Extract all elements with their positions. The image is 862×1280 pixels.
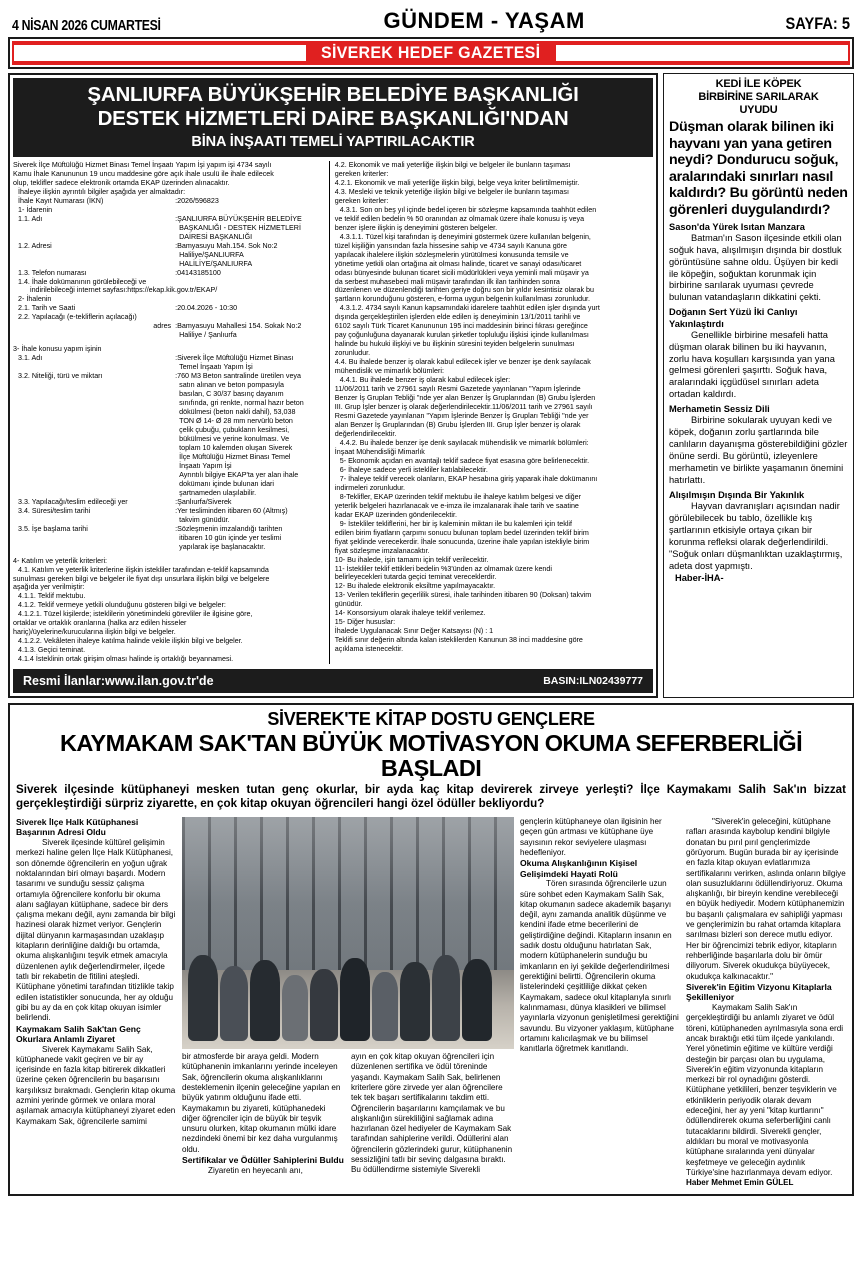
tender-3-4-value — [175, 507, 325, 525]
paper-name: SİVEREK HEDEF GAZETESİ — [321, 43, 541, 62]
tender-1-4-url: indirilebileceği internet sayfası:https://ekap.kik.gov.tr/EKAP/ — [30, 286, 218, 295]
tender-row-2-1 — [13, 304, 325, 313]
photo-person — [400, 962, 430, 1041]
masthead — [8, 4, 854, 34]
bottom-article-column-4 — [520, 817, 680, 1189]
photo-person — [188, 955, 218, 1041]
side-story-body-3 — [669, 415, 848, 487]
tender-15: 15- Diğer hususlar: — [334, 618, 396, 627]
side-story-kicker-1: KEDİ İLE KÖPEK — [715, 78, 802, 90]
tender-4-1-2-1-b: ortaklar ve ortaklık oranlarına (halka arz edilen hisseler — [13, 619, 187, 628]
tender-14: 14- Konsorsiyum olarak ihaleye teklif verilemez. — [334, 609, 486, 618]
tender-row-3-2 — [13, 372, 325, 498]
bottom-article-byline — [686, 1178, 846, 1188]
tender-4-4-a: 4.4. Bu ihalede benzer iş olarak kabul edilecek işler ve benzer işe denk sayılacak — [334, 358, 591, 367]
tender-4-1-a: 4.1. Katılım ve yeterlik kriterlerine ilişkin istekliler tarafından e-teklif kapsamında — [18, 565, 269, 574]
bottom-c3-p1: ayın en çok kitap okuyan öğrencileri için düzenlenen sertifika ve ödül töreninde yaşandı. Kaymakam Salih Sak, belirlenen kriterlere göre zirvede yer alan öğrencilere tek tek başarı sertifikalarını takdim etti. Öğrencilerin başarılarını kamçılamak ve bu alışkanlığın sürekliliğini sağlamak adına hazırlanan özel hediyeler de Kaymakam Sak tarafından sahiplerine verildi. Ödüllerini alan öğrencilerin gözlerindeki gurur, kütüphanenin sessizliğini tatlı bir sevinç dalgasına bıraktı. Bu ödüllendirme sistemiyle Siverekli — [351, 1051, 513, 1175]
tender-3-1-v1: :Siverek İlçe Müftülüğü Hizmet Binası — [175, 354, 294, 363]
paper-name-banner — [8, 37, 854, 69]
tender-3-5-label: 3.5. İşe başlama tarihi — [18, 524, 88, 533]
photo-person — [250, 960, 280, 1041]
tender-column-right — [330, 161, 653, 664]
tender-3-2-l6: bükülmesi ve yerine konulması. Ve — [179, 434, 290, 443]
tender-1-1-v3: DAİRESİ BAŞKANLIĞI — [179, 232, 253, 241]
tender-13-b: günüdür. — [334, 600, 363, 609]
bottom-c4-subhead-1: Okuma Alışkanlığının Kişisel Gelişimdeki Hayati Rolü — [520, 858, 638, 879]
tender-8-l1: yeterlik belgeleri hazırlanacak ve e-imza ile imzalanarak ihale tarih ve saatine — [334, 501, 579, 510]
tender-4-1-2-1-c: hariç)/üyelerine/kurucularına ilişkin bilgi ve belgeler. — [13, 628, 176, 637]
bottom-c2-p2: Ziyaretin en heyecanlı anı, — [208, 1165, 303, 1175]
tender-1-3-label: 1.3. Telefon numarası — [18, 268, 87, 277]
tender-3-4-v1: :Yer tesliminden itibaren 60 (Altmış) — [175, 506, 288, 515]
tender-4-4-b: mühendislik ve mimarlık bölümleri: — [334, 367, 444, 376]
tender-4-1-1: 4.1.1. Teklif mektubu. — [18, 592, 86, 601]
byline-name: Mehmet Emin GÜLEL — [711, 1178, 794, 1188]
tender-1-2-v2: Haliliye/ŞANLIURFA — [179, 250, 244, 259]
tender-4-3-1-1-l0: 4.3.1.1. Tüzel kişi tarafından iş deneyimini göstermek üzere kullanılan belgenin, — [339, 232, 591, 241]
official-ads-url: Resmi İlanlar:www.ilan.gov.tr'de — [23, 674, 214, 689]
tender-title-line-1: ŞANLIURFA BÜYÜKŞEHİR BELEDİYE BAŞKANLIĞI — [87, 83, 579, 106]
library-visit-photo — [182, 817, 514, 1049]
tender-intro-2: Kamu İhale Kanununun 19 uncu maddesine göre açık ihale usulü ile ihale edilecek — [13, 169, 274, 178]
tender-4-1-2-1-a: 4.1.2.1. Tüzel kişilerde; isteklilerin yönetimindeki görevliler ile ilgisine göre, — [18, 610, 253, 619]
bottom-article-column-5 — [686, 817, 846, 1189]
tender-4-1-b: sunulması gereken bilgi ve belgeler ile fiyat dışı unsurlara ilişkin bilgi ve belgelere — [13, 574, 270, 583]
bottom-c5-p1: "Siverek'in geleceğini, kütüphane rafları arasında kaybolup kendini bilgiyle donatan bu pırıl pırıl gençlerimizde görüyorum. Bugün burada bir ay içerisinde en fazla kitap okuyan evlatlarımıza sertifikalarını verirken, aslında onların bilgiye olan susuzluklarını ödüllendiriyoruz. Okuma alışkanlığı, bir bireyin kendine verebileceği en büyük hediyedir. Modern kütüphanemizin bu başarılı çalışmalara ev sahipliği yapması ve gençlerimizin bu rahat ortamda kitaplara sarılması bizleri son derece mutlu ediyor. Her bir öğrencimizi tebrik ediyor, kitapların rehberliğinde başarılarla dolu bir ömür diliyorum. Siverek okudukça büyüyecek, okudukça kalkınacaktır." — [686, 816, 846, 981]
tender-5: 5- Ekonomik açıdan en avantajlı teklif sadece fiyat esasına göre belirlenecektir. — [339, 456, 590, 465]
tender-15-b: Teklifi sınır değerin altında kalan isteklilerden Kanunun 38 inci maddesine göre — [334, 636, 583, 645]
tender-4-3-1-1-l1: tüzel kişiliğin yarısından fazla hissesine sahip ve 4734 sayılı Kanuna göre — [334, 241, 568, 250]
tender-4-3-1-2-l5: zorunludur. — [334, 349, 371, 358]
tender-row-3-5 — [13, 525, 325, 552]
bottom-article-column-1 — [16, 817, 176, 1189]
tender-row-1-2 — [13, 242, 325, 269]
tender-4-3-1-b: ve teklif edilen bedelin % 50 oranından az olmamak üzere ihale konusu iş veya — [334, 214, 585, 223]
side-story-body-4 — [669, 501, 848, 573]
side-story-lead: Düşman olarak bilinen iki hayvanı yan yana getiren neydi? Dondurucu soğuk, aralarındaki sınırları nasıl kaldırdı? Bu görüntü neden görenleri duygulandırdı? — [669, 118, 848, 218]
side-story-subhead-1: Sason'da Yürek Isıtan Manzara — [669, 221, 805, 232]
tender-3-2-v1: :760 M3 Beton santralinde üretilen veya — [175, 372, 301, 381]
tender-7-b: indirmeleri zorunludur. — [334, 483, 406, 492]
tender-3-2-l7: toplam 10 kalemden oluşan Siverek — [179, 443, 293, 452]
tender-1-2-v3: HALİLİYE/ŞANLIURFA — [179, 259, 253, 268]
side-story-p4: Hayvan davranışları açısından nadir görülebilecek bu tablo, özellikle kış şartlarının etkisiyle ortaya çıkan bir korunma refleksi olarak değerlendirildi. "Soğuk onları düşmanlıktan uzaklaştırmış, adeta dost yapmıştı. — [669, 501, 843, 571]
tender-4-3-1-1-l5: da serbest muhasebeci mali müşavir tarafından ilk ilan tarihinden sonra — [334, 277, 560, 286]
tender-3-5-v1: :Sözleşmenin imzalandığı tarihten — [175, 524, 283, 533]
bottom-c4-p1: gençlerin kütüphaneye olan ilgisinin her geçen gün artması ve kütüphane üye sayısının rekor seviyelere ulaşması hedefleniyor. — [520, 816, 662, 857]
tender-4-4-1-l2: Benzer İş Grupları Tebliği "nde yer alan Benzer İş Gruplarından (B) Grubu İşlerden — [334, 394, 596, 403]
tender-4-2-1: 4.2.1. Ekonomik ve mali yeterliğe ilişkin bilgi, belge veya kriter belirtilmemiştir. — [334, 178, 580, 187]
paper-name-banner-inner — [12, 41, 850, 65]
photo-person — [432, 955, 460, 1041]
tender-3-1-value — [175, 354, 325, 372]
tender-6: 6- İhaleye sadece yerli istekliler katılabilecektir. — [339, 465, 488, 474]
tender-3-4-label: 3.4. Süresi/teslim tarihi — [18, 506, 91, 515]
bottom-article-kicker: SİVEREK'TE KİTAP DOSTU GENÇLERE — [267, 709, 595, 730]
tender-11-b: belirleyecekleri tutarda geçici teminat vereceklerdir. — [334, 573, 497, 582]
bottom-c5-p2: Kaymakam Salih Sak'ın gerçekleştirdiği bu anlamlı ziyaret ve ödül töreni, kütüphaneden ayrılmasıyla sona erdi ancak bıraktığı etki tüm ilçede yankılandı. Yerel yönetimin eğitime ve kültüre verdiği desteğin bir parçası olan bu uygulama, Siverek'in eğitim vizyonunda kitapların merkezi bir rol oynadığını gösterdi. Kütüphane yetkilileri, benzer teşviklerin ve etkinliklerin periyodik olarak devam edeceğini, her ay yeni "kitap kurtlarını" ödüllendirerek okuma seferberliğini canlı tutacaklarını bildirdi. Siverekli gençler, aldıkları bu moral ve motivasyonla kütüphane sıralarında yeni dünyalar keşfetmeye ve geleceğin aydınlık Türkiye'sine hazırlanmaya devam ediyor. — [686, 1002, 844, 1177]
tender-title-line-2: DESTEK HİZMETLERİ DAİRE BAŞKANLIĞI'NDAN — [97, 106, 569, 130]
tender-4-3-1-1-l7: şartların korunduğunu gösteren, e-forma uygun belgenin kullanılması zorunludur. — [334, 295, 591, 304]
tender-section-2: 2- İhalenin — [18, 295, 52, 304]
tender-8-l0: 8-Teklifler, EKAP üzerinden teklif mektubu ile ihaleye katılım belgesi ve diğer — [339, 492, 581, 501]
tender-3-2-l2: sınıfında, gri renkte, normal hazır beton — [179, 399, 304, 408]
tender-2-1-label: 2.1. Tarih ve Saati — [18, 304, 76, 313]
tender-4-3-1-1-l3: yönetime yetkili olan ortağına ait olması halinde, ticaret ve sanayi odası/ticaret — [334, 259, 582, 268]
tender-row-3-4 — [13, 507, 325, 525]
tender-3-2-l9: İnşaatı Yapım İşi — [179, 461, 232, 470]
tender-column-left — [13, 161, 330, 664]
tender-3-2-l10: Ayrıntılı bilgiye EKAP'ta yer alan ihale — [179, 470, 299, 479]
tender-3-2-l0: satın alınan ve beton pompasıyla — [179, 381, 284, 390]
tender-4-1-3: 4.1.3. Geçici teminat. — [18, 646, 86, 655]
main-content-row — [8, 73, 854, 698]
tender-1-2-v1: :Bamyasuyu Mah.154. Sok No:2 — [175, 241, 278, 250]
side-story-kicker-2: BİRBİRİNE SARILARAK — [698, 90, 819, 103]
tender-3-3-label: 3.3. Yapılacağı/teslim edileceği yer — [18, 497, 128, 506]
tender-2-2-address-value — [175, 322, 325, 340]
tender-columns — [13, 161, 653, 664]
tender-4-4-1-l6: değerlendirilecektir. — [334, 429, 397, 438]
tender-4-3-1-a: 4.3.1. Son on beş yıl içinde bedel içeren bir sözleşme kapsamında taahhüt edilen — [339, 205, 597, 214]
tender-4-3-1-1-l2: yapılacak ihalelere ilişkin sözleşmelerin yürütülmesi konusunda temsile ve — [334, 250, 569, 259]
side-story-p3: Birbirine sokularak uyuyan kedi ve köpek, doğanın zorlu şartlarında bile canlıların dayanışma gösterebildiğini gözler önüne serdi. Bu görüntü, izleyenlere merhametin ve birlikte yaşamanın önemini hatırlattı. — [669, 415, 848, 486]
side-story-credit: Haber-İHA- — [675, 572, 724, 583]
tender-4-3-1-2-l0: 4.3.1.2. 4734 sayılı Kanun kapsamındaki idarelere taahhüt edilen işler dışında yurt — [339, 304, 600, 313]
tender-3-1-v2: Temel İnşaatı Yapım İşi — [179, 363, 253, 372]
tender-1-1-v1: :ŞANLIURFA BÜYÜKŞEHİR BELEDİYE — [175, 214, 302, 223]
tender-3-2-l12: şartnameden ulaşılabilir. — [179, 488, 257, 497]
tender-11-a: 11- İstekliler teklif ettikleri bedelin %3'ünden az olmamak üzere kendi — [334, 564, 552, 573]
bottom-c2-subhead-1: Sertifikalar ve Ödüller Sahiplerini Buldu — [182, 1155, 344, 1166]
press-id: BASIN:ILN02439777 — [543, 675, 643, 688]
tender-4-3-b: gereken kriterler: — [334, 196, 389, 205]
tender-2-2-v1: :Bamyasuyu Mahallesi 154. Sokak No:2 — [175, 322, 302, 331]
bottom-article-column-2 — [182, 1052, 345, 1176]
tender-row-2-2-address — [13, 322, 325, 340]
byline-label: Haber — [686, 1178, 709, 1188]
tender-3-3-value: :Şanlıurfa/Siverek — [175, 497, 232, 506]
tender-headline-block — [13, 78, 653, 157]
masthead-page-number: SAYFA: 5 — [785, 14, 850, 33]
side-story-p1: Batman'ın Sason ilçesinde etkili olan soğuk hava, alışılmışın dışında bir dostluk görüntüsüne sahne oldu. Üşüyen bir kedi ile köpeğin, soğuktan korunmak için birbirine sarılarak uyuması çevrede bulunan vatandaşların dikkatini çekti. — [669, 232, 842, 303]
masthead-section-title: GÜNDEM - YAŞAM — [383, 8, 585, 33]
tender-3-5-value — [175, 525, 325, 552]
tender-2-2-label: 2.2. Yapılacağı (e-tekliflerin açılacağı) — [18, 313, 137, 322]
tender-intro-3: olup, teklifler sadece elektronik ortamda EKAP üzerinden alınacaktır. — [13, 178, 230, 187]
tender-4-1-c: aşağıda yer verilmiştir: — [13, 583, 85, 592]
tender-3-2-l1: basılan, C 30/37 basınç dayanım — [179, 390, 284, 399]
tender-notice — [8, 73, 658, 698]
bottom-c1-subhead-2: Kaymakam Salih Sak'tan Genç Okurlara Anlamlı Ziyaret — [16, 1023, 141, 1045]
side-story-subhead-4: Alışılmışın Dışında Bir Yakınlık — [669, 490, 805, 501]
tender-4-2-a: 4.2. Ekonomik ve mali yeterliğe ilişkin bilgi ve belgeler ile bunların taşıması — [334, 160, 571, 169]
tender-row-3-3 — [13, 498, 325, 507]
tender-4-1-2: 4.1.2. Teklif vermeye yetkili olunduğunu gösteren bilgi ve belgeler: — [18, 601, 226, 610]
photo-person — [462, 959, 492, 1041]
side-story-subhead-2: Doğanın Sert Yüzü İki Canlıyı Yakınlaştırdı — [669, 307, 798, 329]
side-story-p2: Genellikle birbirine mesafeli hatta düşman olarak bilinen bu iki hayvanın, zorlu hava koşulları karşısında yan yana gelmesi görenleri şaşırttı. Soğuk hava, aralarındaki içgüdüsel sınırları adeta ortadan kaldırdı. — [669, 329, 835, 400]
tender-4-3-1-c: benzer işlere ilişkin iş deneyimini gösteren belgeler. — [334, 223, 498, 232]
tender-1-1-v2: BAŞKANLIĞI - DESTEK HİZMETLERİ — [179, 223, 301, 232]
tender-section-3: 3- İhale konusu yapım işinin — [13, 345, 102, 354]
tender-3-2-label: 3.2. Niteliği, türü ve miktarı — [18, 372, 103, 381]
tender-10: 10- Bu ihalede, işin tamamı için teklif verilecektir. — [334, 555, 489, 564]
bottom-c4-p2: Tören sırasında öğrencilerle uzun süre sohbet eden Kaymakam Salih Sak, kitap okumanın sadece akademik başarıyı değil, aynı zamanda analitik düşünme ve kendini ifade etme becerilerini de geliştirdiğine değindi. Kitapların insanın en sadık dostu olduğunu hatırlatan Sak, modern kütüphanelerin sunduğu bu imkanların en iyi şekilde değerlendirilmesi gerektiğini belirtti. Öğrencilerin okuma listelerindeki çeşitliliğe dikkat çeken Kaymakam, sadece okul kitaplarıyla sınırlı kalınmaması, dünya klasikleri ve bilimsel yayınlarla vizyonun genişletilmesi gerektiğini savundu. Bu vizyoner yaklaşım, kütüphane ortamını kalıcılaşmak ve bu bilimsel kanıtlarla öğretmek kanıtlandı. — [520, 879, 679, 1054]
masthead-date: 4 NİSAN 2026 CUMARTESİ — [12, 17, 161, 34]
tender-15-a: İhalede Uygulanacak Sınır Değer Katsayısı (N) : 1 — [334, 627, 494, 636]
tender-4-4-2-b: İnşaat Mühendisliği Mimarlık — [334, 447, 425, 456]
tender-ikn-label: İhale Kayıt Numarası (İKN) — [18, 196, 104, 205]
tender-13-a: 13- Verilen tekliflerin geçerlilik süresi, ihale tarihinden itibaren 90 (Doksan) takvim — [334, 591, 592, 600]
tender-footer — [13, 669, 653, 693]
photo-person — [340, 958, 370, 1041]
tender-3-2-value — [175, 372, 325, 498]
tender-4-3-1-2-l2: 6102 sayılı Türk Ticaret Kanununun 195 inci maddesinin birinci fıkrası gereğince — [334, 322, 588, 331]
tender-4-4-1-l4: Resmi Gazetede yayınlanan "Yapım İşlerinde Benzer İş Grupları Tebliği "nde yer — [334, 412, 589, 421]
bottom-article-column-3 — [351, 1052, 514, 1176]
photo-person — [372, 972, 398, 1041]
bottom-c5-subhead-1: Siverek'in Eğitim Vizyonu Kitaplarla Şekilleniyor — [686, 981, 832, 1003]
tender-ikn-value: :2026/596823 — [175, 196, 219, 205]
bottom-article-photo-and-columns — [182, 817, 514, 1189]
tender-4-4-1-l0: 4.4.1. Bu ihalede benzer iş olarak kabul edilecek işler: — [339, 376, 511, 385]
tender-12: 12- Bu ihalede elektronik eksiltme yapılmayacaktır. — [334, 582, 496, 591]
tender-9-l2: fiyat şeklinde verecekerdir. İhale sonucunda, üzerine ihale yapılan istekliyle birim — [334, 537, 590, 546]
tender-7-a: 7- İhaleye teklif verecek olanların, EKAP hesabına giriş yaparak ihale dokümanını — [339, 474, 598, 483]
tender-8-l2: kadar EKAP üzerinden gönderilecektir. — [334, 510, 457, 519]
tender-4-4-1-l1: 11/06/2011 tarih ve 27961 sayılı Resmi Gazetede yayınlanan "Yapım İşlerinde — [334, 385, 581, 394]
tender-3-2-l8: İlçe Müftülüğü Hizmet Binası Temel — [179, 452, 291, 461]
tender-4-3-1-1-l4: odası bünyesinde bulunan ticaret sicili müdürlükleri veya yeminli mali müşavir ya — [334, 268, 589, 277]
tender-1-4-label: 1.4. İhale dokümanının görülebileceği ve — [18, 277, 147, 286]
tender-row-1-1 — [13, 215, 325, 242]
bottom-article-headline: KAYMAKAM SAK'TAN BÜYÜK MOTİVASYON OKUMA SEFERBERLİĞİ BAŞLADI — [59, 730, 803, 781]
tender-4-4-2-a: 4.4.2. Bu ihalede benzer işe denk sayılacak mühendislik ve mimarlık bölümleri: — [339, 438, 589, 447]
banner-right-rule — [556, 45, 848, 61]
photo-person — [310, 969, 338, 1041]
tender-4-3-1-1-l6: düzenlenen ve düzenlendiği tarihten geriye doğru son bir yıldır kesintisiz olarak bu — [334, 286, 594, 295]
tender-4-2-b: gereken kriterler: — [334, 169, 389, 178]
photo-person — [282, 975, 308, 1041]
tender-4-3-1-2-l3: pay çoğunluğuna dayanarak kurulan şirketler topluluğu ilişkisi içinde kullanılması — [334, 331, 589, 340]
photo-person — [220, 966, 248, 1041]
tender-4-1-4: 4.1.4 İsteklinin ortak girişim olması halinde iş ortaklığı beyannamesi. — [18, 655, 234, 664]
bottom-article-deck: Siverek ilçesinde kütüphaneyi mesken tutan genç okurlar, bir ayda kaç kitap devirerek zirveye yerleşti? İlçe Kaymakamı Salih Sak'ın bizzat gerçekleştirdiği sürpriz ziyarette, en çok kitap okuyan öğrencileri hangi özel ödüller bekliyordu? — [16, 782, 846, 811]
side-story-subhead-3: Merhametin Sessiz Dili — [669, 404, 770, 415]
tender-ikn-row — [13, 197, 325, 206]
bottom-c1-p2: Siverek Kaymakamı Salih Sak, kütüphanede vakit geçiren ve bir ay içerisinde en fazla kitap bitirerek dikkatleri üzerine çeken öğrencilerin bu başarısını karşılıksız bırakmadı. Gençlerin kitap okuma azmini yerinde görmek ve onlara moral aşılamak amacıyla kütüphaneyi ziyaret eden Kaymakam Sak, öğrencilerle samimi — [16, 1044, 176, 1126]
tender-9-l1: edilen birim fiyatların çarpımı sonucu bulunan toplam bedel üzerinden teklif birim — [334, 528, 589, 537]
banner-left-rule — [14, 45, 306, 61]
tender-intro-1: Siverek İlçe Müftülüğü Hizmet Binası Temel İnşaatı Yapım İşi yapım işi 4734 sayılı — [13, 160, 272, 169]
tender-3-2-l11: dokümanı içinde bulunan idari — [179, 479, 274, 488]
tender-section-1: 1- İdarenin — [18, 205, 53, 214]
tender-3-2-l5: çelik çubuğu, çubukların kesilmesi, — [179, 426, 290, 434]
bottom-article — [8, 703, 854, 1195]
tender-4-3-1-2-l4: halinde bu hukuki ilişkiyi ve bu ilişkinin süresini teyiden belgelerin sunulması — [334, 340, 575, 349]
tender-1-2-value — [175, 242, 325, 269]
tender-1-1-value — [175, 215, 325, 242]
tender-4-3-a: 4.3. Mesleki ve teknik yeterliğe ilişkin bilgi ve belgeler ile bunların taşıması — [334, 187, 569, 196]
tender-4-3-1-2-l1: dışında gerçekleştirilen işlerden elde edilen iş deneyiminin 13/1/2011 tarihli ve — [334, 313, 581, 322]
tender-15-c: açıklama istenecektir. — [334, 645, 404, 654]
tender-2-1-value: :20.04.2026 - 10:30 — [175, 304, 238, 313]
tender-4-4-1-l3: III. Grup İşler benzer iş olarak değerlendirilecektir.11/06/2011 tarih ve 27961 sayılı — [334, 403, 593, 412]
photo-group-of-people — [182, 897, 514, 1041]
tender-3-4-v2: takvim günüdür. — [179, 515, 230, 524]
tender-3-2-l3: dökülmesi (beton nakli dahil), 53,038 — [179, 408, 296, 417]
bottom-c2-p1: bir atmosferde bir araya geldi. Modern kütüphanenin imkanlarını yerinde inceleyen Sak, öğrencilerin okuma alışkanlıklarını desteklemenin ilçenin geleceğine yapılan en büyük yatırım olduğunu ifade etti. Kaymakamın bu ziyareti, kütüphanedeki diğer öğrenciler için de büyük bir teşvik unsuru olurken, kitap okumanın mülki idare nezdindeki önemi bir kez daha vurgulanmış oldu. — [182, 1051, 341, 1154]
tender-9-l3: fiyat sözleşme imzalanacaktır. — [334, 546, 430, 555]
side-story-body-2 — [669, 330, 848, 402]
tender-3-1-label: 3.1. Adı — [18, 354, 43, 363]
tender-3-5-v3: yapılarak işe başlanacaktır. — [179, 542, 266, 551]
side-story — [663, 73, 854, 698]
bottom-c1-subhead-1: Siverek İlçe Halk Kütüphanesi Başarının Adresi Oldu — [16, 816, 139, 838]
bottom-c1-p1: Siverek ilçesinde kültürel gelişimin merkezi haline gelen İlçe Halk Kütüphanesi, son dönemde öğrencilerin en yoğun uğrak noktalarından biri olmayı başardı. Modern tasarımı ve sunduğu sessiz çalışma ortamıyla öğrencilere konforlu bir okuma alanı sağlayan kütüphane, sadece bir ders çalışma mekanı değil, aynı zamanda bir bilgi hazinesi olarak hizmet veriyor. Gençlerin dijital dünyanın karmaşasından uzaklaşıp kitapların derinliğine daldığı bu ortamda, okuma alışkanlığını teşvik etmek amacıyla düzenlenen aylık değerlendirmeler, ilçede tatlı bir rekabetin de fitilini ateşledi. Kütüphane yönetimi tarafından titizlikle takip edilen istatistikler sonucunda, her ay olduğu gibi bu ay da en çok kitap okuyan isimler belirlendi. — [16, 837, 176, 1023]
tender-4-1-2-2: 4.1.2.2. Vekâleten ihaleye katılma halinde vekile ilişkin bilgi ve belgeler. — [18, 637, 243, 646]
bottom-article-columns — [16, 817, 846, 1189]
tender-1-2-label: 1.2. Adresi — [18, 241, 52, 250]
tender-2-2-v2: Haliliye / Şanlıurfa — [179, 331, 237, 340]
tender-9-l0: 9- İstekliler tekliflerini, her bir iş kaleminin miktarı ile bu kalemleri için teklif — [339, 519, 572, 528]
tender-section-4: 4- Katılım ve yeterlik kriterleri: — [13, 556, 108, 565]
tender-3-5-v2: itibaren 10 gün içinde yer teslimi — [179, 533, 282, 542]
tender-1-1-label: 1.1. Adı — [18, 214, 43, 223]
tender-1-3-value: :04143185100 — [175, 268, 221, 277]
tender-title-line-3: BİNA İNŞAATI TEMELİ YAPTIRILACAKTIR — [191, 133, 475, 150]
tender-3-2-l4: TON Ø 14- Ø 28 mm nervürlü beton — [179, 417, 293, 426]
tender-4-4-1-l5: alan Benzer İş Gruplarından (B) Grubu İşlerden III. Grup İşler benzer iş olarak — [334, 421, 581, 429]
side-story-kicker-3: UYUDU — [739, 103, 778, 116]
tender-intro-4: İhaleye ilişkin ayrıntılı bilgiler aşağıda yer almaktadır: — [18, 187, 186, 196]
tender-row-3-1 — [13, 354, 325, 372]
tender-2-2-address-label: adres — [153, 322, 172, 331]
tender-row-1-3 — [13, 269, 325, 278]
side-story-body-1 — [669, 233, 848, 305]
